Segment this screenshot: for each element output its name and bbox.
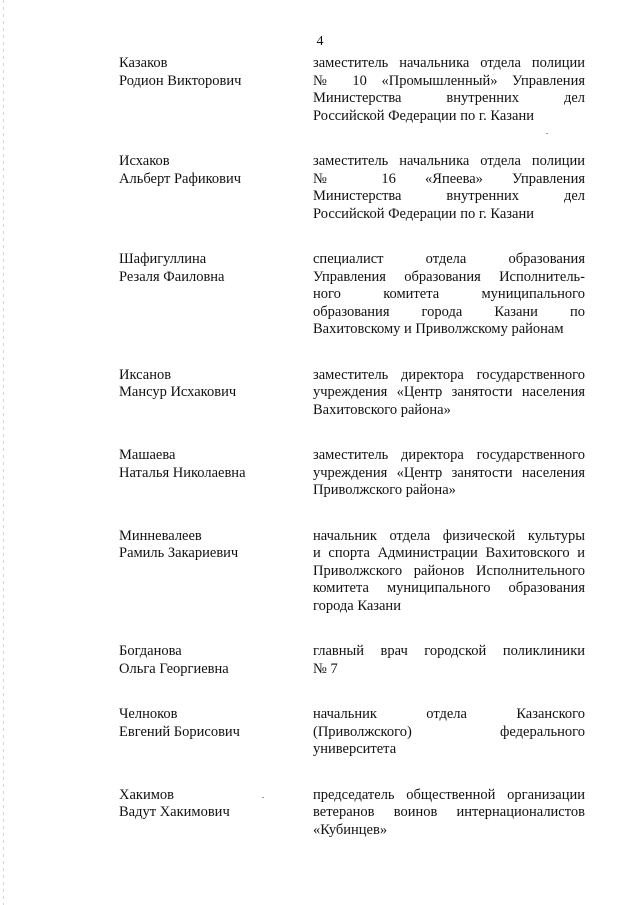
role-line: начальник отдела физической культуры: [313, 527, 585, 544]
member-name: [119, 447, 299, 482]
page-number: 4: [316, 34, 324, 49]
member-surname: Богданова: [119, 643, 182, 659]
member-role: [313, 643, 585, 678]
member-name: [119, 643, 299, 678]
member-list: [0, 55, 640, 867]
member-role: [313, 447, 585, 500]
role-line: председатель общественной организации: [313, 786, 585, 803]
member-name: [119, 787, 299, 822]
member-given-names: Родион Викторович: [119, 72, 242, 89]
member-name: [119, 706, 299, 741]
role-line: № 10 «Промышленный» Управления: [313, 72, 585, 89]
role-line: № 7: [313, 660, 338, 677]
member-surname: Иксанов: [119, 366, 172, 383]
role-line: Министерства внутренних дел: [313, 90, 585, 106]
role-line: «Кубинцев»: [313, 821, 388, 838]
member-entry: [0, 706, 640, 759]
member-given-names: Рамиль Закариевич: [119, 545, 239, 561]
member-given-names: Вадут Хакимович: [119, 804, 230, 820]
member-role: [313, 787, 585, 840]
role-line: учреждения «Центр занятости населения: [313, 464, 585, 481]
role-line: ного комитета муниципального: [313, 286, 585, 302]
member-role: [313, 528, 585, 616]
role-line: № 16 «Япеева» Управления: [313, 170, 585, 187]
member-role: [313, 153, 585, 223]
role-line: Вахитовского района»: [313, 401, 451, 418]
member-given-names: Резаля Фаиловна: [119, 268, 225, 285]
role-line: ветеранов воинов интернационалистов: [313, 804, 585, 820]
role-line: образования города Казани по: [313, 303, 585, 320]
member-entry: [0, 251, 640, 339]
member-surname: Исхаков: [119, 153, 170, 169]
role-line: комитета муниципального образования: [313, 580, 585, 596]
role-line: Приволжского районов Исполнительного: [313, 562, 585, 579]
scan-speck: [546, 133, 548, 134]
role-line: (Приволжского) федерального: [313, 723, 585, 740]
member-surname: Казаков: [119, 55, 168, 71]
role-line: начальник отдела Казанского: [313, 706, 585, 722]
role-line: и спорта Администрации Вахитовского и: [313, 545, 585, 561]
member-name: [119, 55, 299, 90]
member-given-names: Ольга Георгиевна: [119, 660, 229, 677]
member-name: [119, 367, 299, 402]
member-given-names: Мансур Исхакович: [119, 384, 237, 400]
member-entry: [0, 787, 640, 840]
member-given-names: Наталья Николаевна: [119, 464, 246, 481]
role-line: главный врач городской поликлиники: [313, 643, 585, 659]
member-surname: Минневалеев: [119, 527, 202, 544]
member-surname: Челноков: [119, 706, 178, 722]
role-line: учреждения «Центр занятости населения: [313, 384, 585, 400]
role-line: Министерства внутренних дел: [313, 188, 585, 204]
member-entry: [0, 447, 640, 500]
member-role: [313, 706, 585, 759]
role-line: Российской Федерации по г. Казани: [313, 205, 534, 222]
member-entry: [0, 367, 640, 420]
role-line: Управления образования Исполнитель-: [313, 268, 585, 285]
member-entry: [0, 153, 640, 223]
role-line: заместитель начальника отдела полиции: [313, 153, 585, 169]
member-entry: [0, 643, 640, 678]
role-line: заместитель директора государственного: [313, 366, 585, 383]
member-given-names: Альберт Рафикович: [119, 170, 242, 187]
member-name: [119, 153, 299, 188]
member-role: [313, 251, 585, 339]
member-role: [313, 367, 585, 420]
role-line: Приволжского района»: [313, 482, 456, 498]
member-surname: Шафигуллина: [119, 251, 207, 267]
role-line: заместитель директора государственного: [313, 447, 585, 463]
role-line: Российской Федерации по г. Казани: [313, 107, 534, 124]
member-surname: Машаева: [119, 447, 176, 463]
member-entry: [0, 528, 640, 616]
member-role: [313, 55, 585, 125]
role-line: Вахитовскому и Приволжскому районам: [313, 321, 564, 337]
role-line: университета: [313, 741, 397, 757]
member-name: [119, 251, 299, 286]
role-line: заместитель начальника отдела полиции: [313, 55, 585, 71]
scan-speck: [262, 797, 264, 798]
role-line: специалист отдела образования: [313, 251, 585, 267]
member-given-names: Евгений Борисович: [119, 723, 240, 740]
member-entry: [0, 55, 640, 125]
member-name: [119, 528, 299, 563]
role-line: города Казани: [313, 597, 401, 614]
member-surname: Хакимов: [119, 786, 174, 803]
